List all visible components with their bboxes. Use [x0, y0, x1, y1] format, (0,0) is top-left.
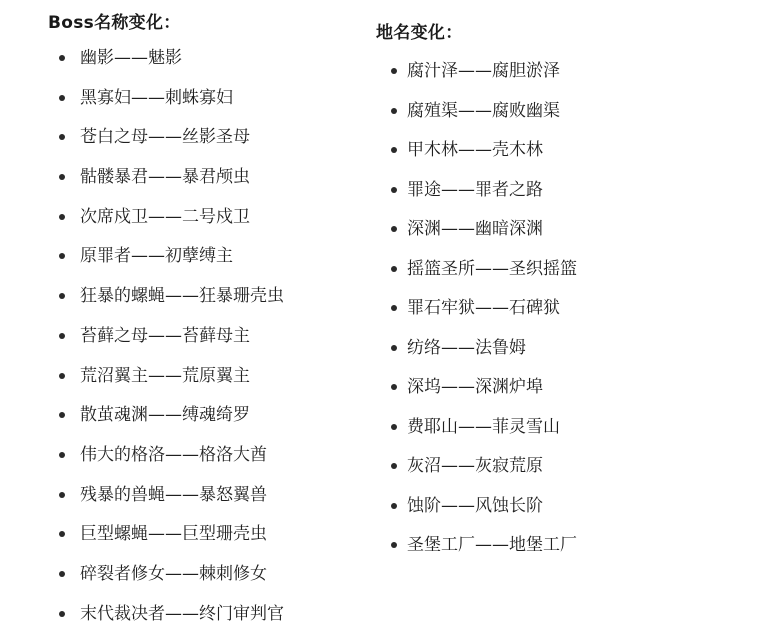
list-item	[48, 163, 284, 203]
bullet-icon	[59, 492, 65, 498]
bullet-icon	[391, 542, 397, 548]
boss-section-title: Boss名称变化：	[48, 13, 181, 33]
list-item-text: 残暴的兽蝇——暴怒翼兽	[80, 484, 267, 505]
list-item-text: 碎裂者修女——棘刺修女	[80, 563, 267, 584]
bullet-icon	[391, 463, 397, 469]
bullet-icon	[59, 373, 65, 379]
list-item	[48, 282, 284, 322]
bullet-icon	[59, 571, 65, 577]
bullet-icon	[391, 384, 397, 390]
bullet-icon	[391, 108, 397, 114]
list-item-text: 苍白之母——丝影圣母	[80, 127, 250, 148]
list-item-text: 纺络——法鲁姆	[407, 337, 526, 358]
bullet-icon	[59, 333, 65, 339]
list-item	[376, 255, 577, 295]
list-item	[376, 531, 577, 571]
list-item-text: 苔藓之母——苔藓母主	[80, 325, 250, 346]
bullet-icon	[59, 174, 65, 180]
place-name-list	[376, 57, 577, 571]
list-item-text: 末代裁决者——终门审判官	[80, 603, 284, 624]
list-item	[376, 176, 577, 216]
bullet-icon	[391, 345, 397, 351]
list-item-text: 深坞——深渊炉埠	[407, 377, 543, 397]
list-item-text: 巨型螺蝇——巨型珊壳虫	[80, 524, 267, 545]
bullet-icon	[59, 611, 65, 617]
list-item-text: 深渊——幽暗深渊	[407, 219, 543, 239]
bullet-icon	[59, 55, 65, 61]
list-item-text: 腐殖渠——腐败幽渠	[407, 100, 560, 121]
list-item	[48, 401, 284, 441]
bullet-icon	[59, 452, 65, 458]
list-item-text: 罪途——罪者之路	[407, 179, 543, 200]
list-item	[48, 362, 284, 402]
bullet-icon	[391, 147, 397, 153]
list-item	[48, 203, 284, 243]
list-item	[376, 492, 577, 532]
list-item-text: 次席戍卫——二号戍卫	[80, 206, 250, 227]
list-item-text: 幽影——魅影	[80, 48, 182, 68]
list-item	[48, 44, 284, 84]
bullet-icon	[391, 68, 397, 74]
bullet-icon	[59, 253, 65, 259]
list-item	[48, 441, 284, 481]
bullet-icon	[59, 531, 65, 537]
list-item-text: 伟大的格洛——格洛大酋	[80, 444, 267, 465]
list-item-text: 黑寡妇——刺蛛寡妇	[80, 87, 233, 108]
list-item-text: 骷髅暴君——暴君颅虫	[80, 167, 250, 188]
bullet-icon	[59, 293, 65, 299]
list-item	[376, 136, 577, 176]
bullet-icon	[391, 424, 397, 430]
list-item	[376, 452, 577, 492]
bullet-icon	[391, 503, 397, 509]
bullet-icon	[391, 187, 397, 193]
list-item-text: 原罪者——初孽缚主	[80, 246, 233, 267]
list-item	[48, 242, 284, 282]
bullet-icon	[59, 95, 65, 101]
list-item	[48, 560, 284, 600]
list-item	[376, 57, 577, 97]
list-item	[48, 520, 284, 560]
list-item-text: 圣堡工厂——地堡工厂	[407, 535, 577, 555]
list-item-text: 散茧魂渊——缚魂绮罗	[80, 405, 250, 426]
list-item-text: 腐汁泽——腐胆淤泽	[407, 61, 560, 81]
list-item	[376, 97, 577, 137]
list-item	[376, 294, 577, 334]
list-item-text: 甲木林——壳木林	[407, 140, 543, 160]
bullet-icon	[59, 214, 65, 220]
bullet-icon	[59, 412, 65, 418]
list-item	[376, 413, 577, 453]
list-item-text: 费耶山——菲灵雪山	[407, 416, 560, 437]
bullet-icon	[391, 305, 397, 311]
boss-name-list	[48, 44, 284, 639]
list-item-text: 罪石牢狱——石碑狱	[407, 298, 560, 318]
bullet-icon	[59, 134, 65, 140]
bullet-icon	[391, 266, 397, 272]
list-item-text: 灰沼——灰寂荒原	[407, 456, 543, 476]
list-item-text: 荒沼翼主——荒原翼主	[80, 365, 250, 386]
list-item	[48, 322, 284, 362]
list-item	[376, 373, 577, 413]
list-item-text: 狂暴的螺蝇——狂暴珊壳虫	[80, 286, 284, 307]
list-item	[48, 123, 284, 163]
list-item	[48, 84, 284, 124]
list-item	[48, 600, 284, 639]
place-section-title: 地名变化：	[376, 23, 463, 43]
list-item	[48, 481, 284, 521]
bullet-icon	[391, 226, 397, 232]
list-item	[376, 215, 577, 255]
list-item	[376, 334, 577, 374]
list-item-text: 摇篮圣所——圣织摇篮	[407, 258, 577, 279]
list-item-text: 蚀阶——风蚀长阶	[407, 495, 543, 516]
